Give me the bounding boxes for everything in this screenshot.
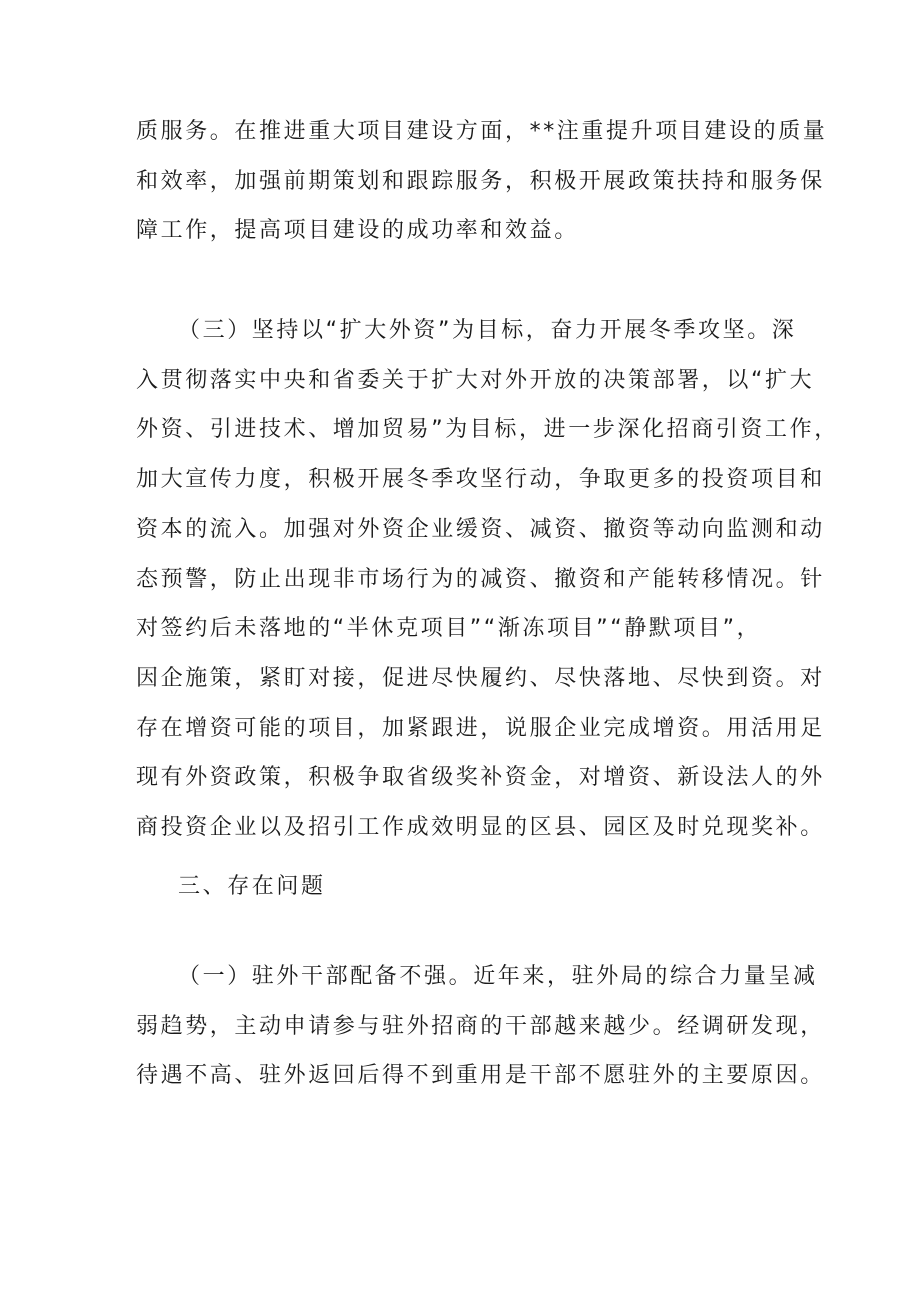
text-line: 现有外资政策，积极争取省级奖补资金，对增资、新设法人的外 <box>136 765 825 790</box>
text-line: 待遇不高、驻外返回后得不到重用是干部不愿驻外的主要原因。 <box>136 1063 825 1088</box>
text-line: 障工作，提高项目建设的成功率和效益。 <box>136 218 579 243</box>
text-line: 加大宣传力度，积极开展冬季攻坚行动，争取更多的投资项目和 <box>136 467 825 492</box>
text-line: 入贯彻落实中央和省委关于扩大对外开放的决策部署，以“扩大 <box>136 368 815 393</box>
text-line: （三）坚持以“扩大外资”为目标，奋力开展冬季攻坚。深 <box>178 318 797 343</box>
text-line: 因企施策，紧盯对接，促进尽快履约、尽快落地、尽快到资。对 <box>136 666 825 691</box>
text-line: 弱趋势，主动申请参与驻外招商的干部越来越少。经调研发现， <box>136 1014 825 1039</box>
text-line: 和效率，加强前期策划和跟踪服务，积极开展政策扶持和服务保 <box>136 169 825 194</box>
text-line: 存在增资可能的项目，加紧跟进，说服企业完成增资。用活用足 <box>136 716 825 741</box>
text-line: 外资、引进技术、增加贸易”为目标，进一步深化招商引资工作， <box>136 417 839 442</box>
text-line: 质服务。在推进重大项目建设方面，**注重提升项目建设的质量 <box>136 119 828 144</box>
text-line: 对签约后未落地的“半休克项目”“渐冻项目”“静默项目”， <box>136 616 762 641</box>
text-line: 态预警，防止出现非市场行为的减资、撤资和产能转移情况。针 <box>136 567 825 592</box>
text-line: （一）驻外干部配备不强。近年来，驻外局的综合力量呈减 <box>178 964 818 989</box>
text-line: 资本的流入。加强对外资企业缓资、减资、撤资等动向监测和动 <box>136 517 825 542</box>
text-line: 商投资企业以及招引工作成效明显的区县、园区及时兑现奖补。 <box>136 815 825 840</box>
section-heading: 三、存在问题 <box>178 874 326 899</box>
